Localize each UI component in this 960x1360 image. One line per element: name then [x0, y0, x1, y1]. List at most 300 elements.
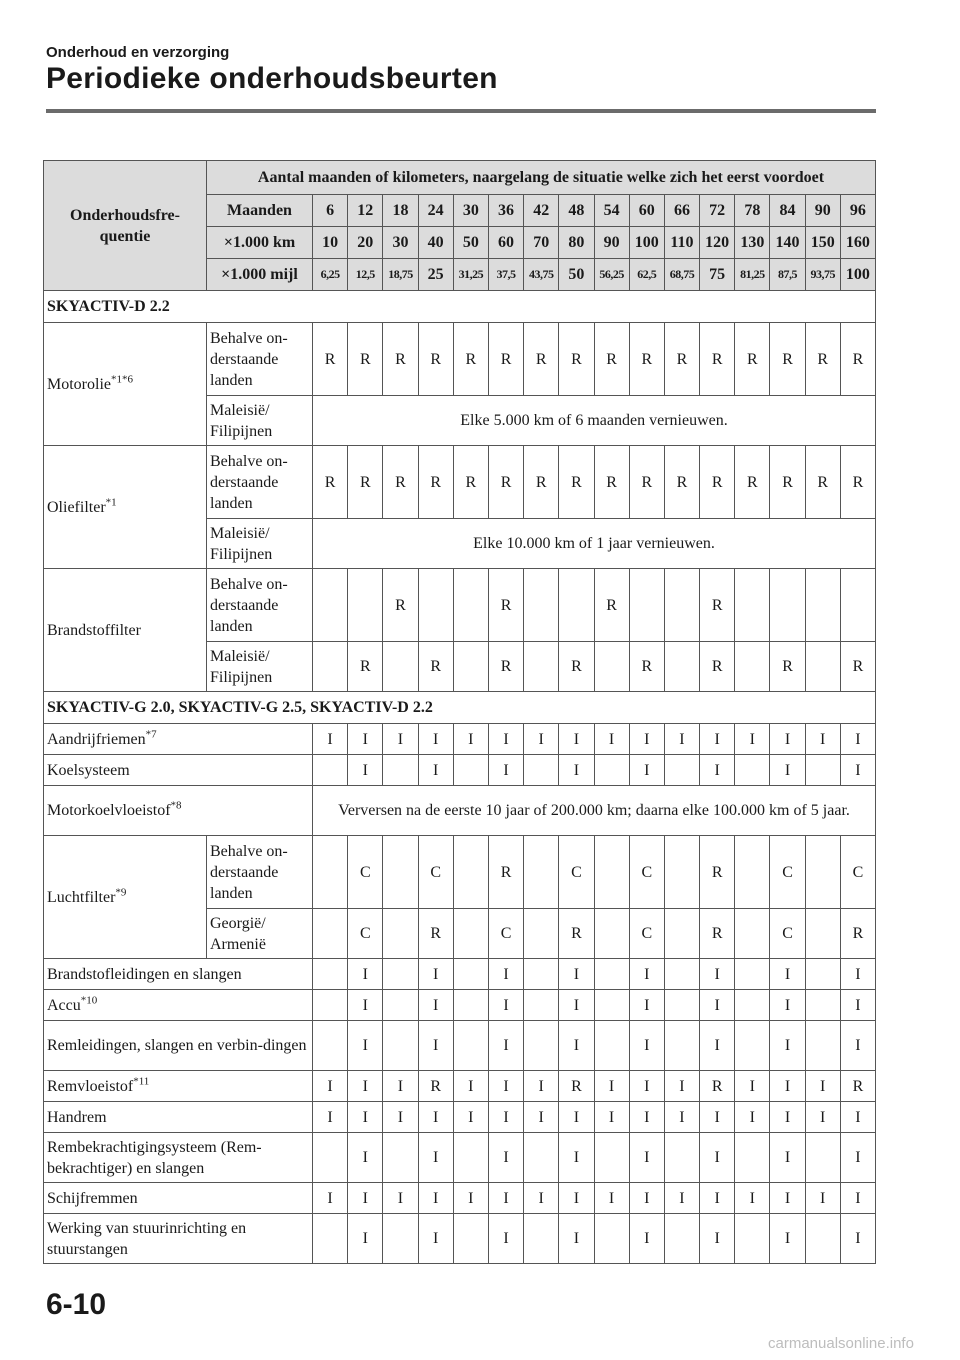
variant-except: Behalve on-derstaande landen: [207, 446, 313, 519]
variant-except: Behalve on-derstaande landen: [207, 836, 313, 909]
schedule-cell: R: [840, 642, 875, 692]
schedule-cell: [664, 755, 699, 786]
schedule-cell: I: [488, 990, 523, 1021]
schedule-cell: [453, 642, 488, 692]
remleidingen-label: [44, 1021, 313, 1071]
schedule-cell: [629, 569, 664, 642]
interval-header-cell: 37,5: [488, 259, 523, 291]
schedule-cell: I: [418, 755, 453, 786]
schijfremmen-label-text: Schijfremmen: [47, 1189, 138, 1207]
schedule-cell: [383, 642, 418, 692]
schedule-cell: [594, 990, 629, 1021]
remvloeistof-footnote-ref: *11: [133, 1075, 150, 1088]
interval-header-cell: 10: [313, 227, 348, 259]
schedule-cell: I: [664, 1071, 699, 1102]
schedule-cell: [524, 569, 559, 642]
schedule-cell: R: [664, 446, 699, 519]
schedule-cell: R: [840, 1071, 875, 1102]
schedule-cell: I: [313, 1183, 348, 1214]
schedule-cell: [805, 755, 840, 786]
schedule-cell: [664, 642, 699, 692]
stuurinrichting-label: [44, 1214, 313, 1264]
interval-header-cell: 43,75: [524, 259, 559, 291]
table-row: [44, 990, 876, 1021]
variant-my-ph: Maleisië/ Filipijnen: [207, 642, 313, 692]
schedule-cell: [383, 836, 418, 909]
schedule-cell: [805, 1133, 840, 1183]
schedule-cell: I: [629, 1021, 664, 1071]
schedule-cell: R: [770, 642, 805, 692]
remvloeistof-label: [44, 1071, 313, 1102]
schedule-cell: [664, 909, 699, 959]
schedule-cell: I: [559, 1214, 594, 1264]
table-row: [44, 569, 876, 642]
schedule-cell: R: [735, 323, 770, 396]
schedule-cell: R: [770, 323, 805, 396]
schedule-cell: I: [453, 724, 488, 755]
schedule-cell: I: [770, 1133, 805, 1183]
schedule-cell: [735, 642, 770, 692]
schedule-cell: R: [664, 323, 699, 396]
interval-header-cell: 140: [770, 227, 805, 259]
schedule-cell: C: [418, 836, 453, 909]
schedule-cell: [594, 642, 629, 692]
schedule-cell: [664, 569, 699, 642]
schedule-cell: C: [629, 909, 664, 959]
accu-label: [44, 990, 313, 1021]
schedule-cell: I: [488, 1071, 523, 1102]
schedule-cell: [453, 990, 488, 1021]
aandrijfriemen-label-text: Aandrijfriemen: [47, 730, 146, 748]
frequency-header: Onderhoudsfre-quentie: [44, 161, 207, 291]
interval-header-cell: 68,75: [664, 259, 699, 291]
table-row: [44, 724, 876, 755]
schedule-cell: I: [735, 1183, 770, 1214]
schedule-cell: [313, 909, 348, 959]
interval-header-cell: 66: [664, 195, 699, 227]
schedule-cell: [594, 909, 629, 959]
schedule-cell: [453, 836, 488, 909]
schedule-cell: [664, 1214, 699, 1264]
schedule-cell: I: [700, 724, 735, 755]
schedule-cell: [559, 569, 594, 642]
schedule-cell: R: [559, 446, 594, 519]
schedule-cell: C: [348, 836, 383, 909]
schedule-cell: C: [840, 836, 875, 909]
schedule-cell: I: [524, 724, 559, 755]
schedule-cell: R: [313, 323, 348, 396]
schedule-cell: I: [559, 1102, 594, 1133]
motorolie-label: [44, 323, 207, 446]
schedule-cell: C: [348, 909, 383, 959]
schedule-cell: [664, 836, 699, 909]
schedule-cell: [313, 755, 348, 786]
schedule-cell: [594, 959, 629, 990]
schedule-cell: I: [840, 1102, 875, 1133]
schedule-cell: [805, 1021, 840, 1071]
schedule-cell: R: [418, 323, 453, 396]
table-row: [44, 446, 876, 519]
interval-header-cell: 62,5: [629, 259, 664, 291]
interval-header-cell: 48: [559, 195, 594, 227]
schedule-cell: I: [559, 755, 594, 786]
schedule-cell: I: [805, 724, 840, 755]
schedule-cell: I: [559, 1133, 594, 1183]
schedule-cell: R: [735, 446, 770, 519]
variant-ge-am: Georgië/ Armenië: [207, 909, 313, 959]
maintenance-schedule-table: [43, 160, 876, 1264]
schedule-cell: I: [629, 990, 664, 1021]
schedule-cell: [453, 1214, 488, 1264]
schedule-cell: I: [629, 1133, 664, 1183]
interval-header-cell: 72: [700, 195, 735, 227]
schedule-cell: I: [488, 1102, 523, 1133]
schedule-cell: R: [348, 446, 383, 519]
schedule-cell: I: [770, 959, 805, 990]
accu-label-text: Accu: [47, 996, 81, 1014]
interval-header-cell: 12,5: [348, 259, 383, 291]
interval-text: Verversen na de eerste 10 jaar of 200.000 km; daarna elke 100.000 km of 5 jaar.: [313, 786, 876, 836]
luchtfilter-footnote-ref: *9: [115, 886, 127, 899]
remleidingen-label-text: Remleidingen, slangen en verbin-dingen: [47, 1037, 307, 1054]
schedule-cell: R: [629, 642, 664, 692]
schedule-cell: R: [488, 446, 523, 519]
interval-header-cell: 60: [488, 227, 523, 259]
schedule-cell: R: [700, 446, 735, 519]
motorkoelvloeistof-footnote-ref: *8: [170, 799, 182, 812]
interval-header-cell: 31,25: [453, 259, 488, 291]
accu-footnote-ref: *10: [80, 994, 98, 1007]
motorolie-label-text: Motorolie: [47, 375, 111, 393]
page-number: 6-10: [46, 1288, 107, 1321]
schedule-cell: I: [313, 724, 348, 755]
interval-header-cell: 78: [735, 195, 770, 227]
schedule-cell: I: [594, 1071, 629, 1102]
schedule-cell: I: [664, 724, 699, 755]
interval-header-cell: 40: [418, 227, 453, 259]
schedule-cell: [313, 1214, 348, 1264]
schedule-cell: [524, 990, 559, 1021]
schedule-cell: [735, 909, 770, 959]
table-row: [44, 1214, 876, 1264]
schedule-cell: I: [840, 990, 875, 1021]
schedule-cell: R: [594, 446, 629, 519]
schedule-cell: [313, 1021, 348, 1071]
schedule-cell: I: [629, 1183, 664, 1214]
km-header: ×1.000 km: [207, 227, 313, 259]
schedule-cell: R: [488, 642, 523, 692]
schedule-cell: [383, 959, 418, 990]
schedule-cell: I: [700, 959, 735, 990]
schedule-cell: R: [594, 569, 629, 642]
interval-header-cell: 25: [418, 259, 453, 291]
schedule-cell: [383, 909, 418, 959]
schedule-cell: R: [559, 323, 594, 396]
schedule-cell: R: [488, 569, 523, 642]
schedule-cell: I: [383, 1183, 418, 1214]
schedule-cell: I: [383, 724, 418, 755]
schedule-cell: I: [488, 724, 523, 755]
schedule-cell: I: [348, 959, 383, 990]
schedule-cell: I: [770, 1071, 805, 1102]
schedule-cell: [313, 1133, 348, 1183]
interval-header-cell: 70: [524, 227, 559, 259]
schedule-cell: [594, 1133, 629, 1183]
schedule-cell: [524, 836, 559, 909]
oliefilter-footnote-ref: *1: [105, 496, 117, 509]
schedule-cell: I: [664, 1102, 699, 1133]
oliefilter-label: [44, 446, 207, 569]
schedule-cell: R: [524, 323, 559, 396]
schedule-cell: R: [629, 446, 664, 519]
schedule-cell: [383, 1021, 418, 1071]
schedule-cell: I: [629, 724, 664, 755]
schedule-cell: R: [383, 446, 418, 519]
interval-header-cell: 24: [418, 195, 453, 227]
schedule-cell: I: [629, 1214, 664, 1264]
handrem-label-text: Handrem: [47, 1108, 107, 1126]
schedule-cell: [664, 959, 699, 990]
watermark: carmanualsonline.info: [768, 1335, 914, 1352]
schedule-cell: [524, 1021, 559, 1071]
schedule-cell: R: [594, 323, 629, 396]
schedule-cell: R: [348, 642, 383, 692]
schedule-cell: I: [840, 1183, 875, 1214]
schedule-cell: I: [348, 1133, 383, 1183]
schedule-cell: I: [348, 1214, 383, 1264]
schedule-cell: I: [313, 1071, 348, 1102]
schedule-cell: I: [840, 755, 875, 786]
schedule-cell: I: [418, 1102, 453, 1133]
schedule-cell: I: [559, 959, 594, 990]
schedule-cell: R: [488, 323, 523, 396]
schedule-cell: [453, 569, 488, 642]
schedule-cell: C: [488, 909, 523, 959]
table-row: [44, 1021, 876, 1071]
schedule-cell: I: [559, 1021, 594, 1071]
brandstoffilter-label-text: Brandstoffilter: [47, 621, 141, 639]
schedule-cell: R: [559, 642, 594, 692]
interval-header-cell: 100: [840, 259, 875, 291]
rembekrachtiging-label: [44, 1133, 313, 1183]
oliefilter-label-text: Oliefilter: [47, 498, 106, 516]
schedule-cell: [453, 959, 488, 990]
schedule-cell: R: [700, 836, 735, 909]
schedule-cell: C: [770, 836, 805, 909]
schedule-cell: [453, 909, 488, 959]
schedule-cell: [735, 1214, 770, 1264]
schedule-cell: I: [559, 1183, 594, 1214]
table-row: [44, 1183, 876, 1214]
koelsysteem-label: [44, 755, 313, 786]
schedule-cell: [524, 642, 559, 692]
schedule-cell: I: [700, 1021, 735, 1071]
schedule-cell: I: [805, 1102, 840, 1133]
motorkoelvloeistof-label-text: Motorkoelvloeistof: [47, 802, 171, 819]
schedule-cell: [418, 569, 453, 642]
schedule-cell: [313, 569, 348, 642]
schedule-cell: I: [348, 1102, 383, 1133]
schedule-cell: I: [348, 990, 383, 1021]
motorolie-footnote-ref: *1*6: [111, 373, 133, 386]
schedule-cell: R: [418, 446, 453, 519]
schedule-cell: I: [700, 1102, 735, 1133]
interval-text: Elke 5.000 km of 6 maanden vernieuwen.: [313, 396, 876, 446]
schedule-cell: [770, 569, 805, 642]
interval-header-cell: 84: [770, 195, 805, 227]
schedule-cell: I: [348, 755, 383, 786]
interval-header-cell: 20: [348, 227, 383, 259]
schedule-cell: I: [524, 1071, 559, 1102]
schedule-cell: R: [383, 569, 418, 642]
schedule-cell: [313, 959, 348, 990]
schedule-cell: C: [770, 909, 805, 959]
rembekrachtiging-label-text: Rembekrachtigingsysteem (Rem-bekrachtiger) en slangen: [47, 1138, 262, 1177]
interval-header-cell: 6: [313, 195, 348, 227]
interval-header-cell: 12: [348, 195, 383, 227]
schedule-cell: I: [629, 1102, 664, 1133]
interval-header-cell: 50: [559, 259, 594, 291]
schedule-cell: [453, 1133, 488, 1183]
section-heading-row: SKYACTIV-G 2.0, SKYACTIV-G 2.5, SKYACTIV-D 2.2: [44, 692, 876, 724]
schedule-cell: I: [700, 1183, 735, 1214]
schedule-cell: I: [313, 1102, 348, 1133]
schedule-cell: R: [700, 909, 735, 959]
koelsysteem-label-text: Koelsysteem: [47, 761, 130, 779]
stuurinrichting-label-text: Werking van stuurinrichting en stuurstangen: [47, 1219, 247, 1258]
schedule-cell: I: [805, 1183, 840, 1214]
schedule-cell: R: [840, 446, 875, 519]
schedule-cell: [840, 569, 875, 642]
schedule-cell: [735, 569, 770, 642]
interval-header-cell: 110: [664, 227, 699, 259]
schedule-cell: I: [735, 724, 770, 755]
schedule-cell: I: [418, 724, 453, 755]
section-heading: Onderhoud en verzorging: [46, 44, 230, 61]
interval-header-cell: 18,75: [383, 259, 418, 291]
interval-header-cell: 75: [700, 259, 735, 291]
schedule-cell: [313, 642, 348, 692]
schedule-cell: [313, 990, 348, 1021]
schedule-cell: [735, 959, 770, 990]
schedule-cell: [594, 755, 629, 786]
schedule-cell: I: [418, 1183, 453, 1214]
schedule-cell: I: [383, 1102, 418, 1133]
schedule-cell: I: [735, 1102, 770, 1133]
schedule-cell: [453, 755, 488, 786]
schedule-cell: [664, 1021, 699, 1071]
table-row: [44, 1102, 876, 1133]
schedule-cell: R: [805, 323, 840, 396]
table-row: [44, 692, 876, 724]
schedule-cell: I: [488, 1133, 523, 1183]
interval-header-cell: 87,5: [770, 259, 805, 291]
schedule-cell: R: [418, 1071, 453, 1102]
months-header: Maanden: [207, 195, 313, 227]
schedule-cell: I: [629, 1071, 664, 1102]
schedule-cell: [805, 990, 840, 1021]
schedule-cell: [805, 909, 840, 959]
schedule-cell: [805, 836, 840, 909]
schedule-cell: I: [383, 1071, 418, 1102]
schedule-cell: I: [770, 1102, 805, 1133]
interval-header-cell: 50: [453, 227, 488, 259]
schedule-cell: R: [805, 446, 840, 519]
motorkoelvloeistof-label: [44, 786, 313, 836]
schedule-cell: I: [700, 1133, 735, 1183]
title-rule: [46, 109, 876, 113]
schedule-cell: R: [453, 323, 488, 396]
schedule-cell: I: [418, 990, 453, 1021]
luchtfilter-label: [44, 836, 207, 959]
schedule-cell: [735, 755, 770, 786]
interval-header-cell: 90: [594, 227, 629, 259]
interval-header-cell: 90: [805, 195, 840, 227]
table-row: [44, 755, 876, 786]
variant-except: Behalve on-derstaande landen: [207, 323, 313, 396]
interval-header-cell: 160: [840, 227, 875, 259]
schedule-cell: I: [348, 1071, 383, 1102]
interval-header-cell: 96: [840, 195, 875, 227]
schedule-cell: I: [840, 724, 875, 755]
schedule-cell: R: [629, 323, 664, 396]
interval-header-cell: 93,75: [805, 259, 840, 291]
table-row: [44, 1133, 876, 1183]
schedule-cell: I: [488, 1021, 523, 1071]
schedule-cell: R: [383, 323, 418, 396]
schedule-cell: [735, 1133, 770, 1183]
variant-my-ph: Maleisië/ Filipijnen: [207, 519, 313, 569]
schedule-cell: I: [664, 1183, 699, 1214]
schedule-cell: R: [313, 446, 348, 519]
variant-except: Behalve on-derstaande landen: [207, 569, 313, 642]
handrem-label: [44, 1102, 313, 1133]
schedule-cell: I: [770, 755, 805, 786]
schedule-cell: R: [418, 909, 453, 959]
interval-header-cell: 36: [488, 195, 523, 227]
interval-header-cell: 80: [559, 227, 594, 259]
aandrijfriemen-footnote-ref: *7: [145, 728, 157, 741]
aandrijfriemen-label: [44, 724, 313, 755]
interval-header-cell: 60: [629, 195, 664, 227]
schedule-cell: R: [700, 323, 735, 396]
schedule-cell: R: [453, 446, 488, 519]
remvloeistof-label-text: Remvloeistof: [47, 1077, 134, 1095]
schedule-cell: I: [594, 724, 629, 755]
schedule-cell: I: [594, 1183, 629, 1214]
interval-header-cell: 100: [629, 227, 664, 259]
schedule-cell: [594, 1021, 629, 1071]
schedule-cell: [348, 569, 383, 642]
schedule-cell: [383, 1133, 418, 1183]
schedule-cell: I: [700, 990, 735, 1021]
schedule-cell: I: [840, 959, 875, 990]
schedule-cell: I: [700, 1214, 735, 1264]
schedule-cell: I: [453, 1071, 488, 1102]
schedule-cell: I: [770, 1214, 805, 1264]
schedule-cell: I: [735, 1071, 770, 1102]
table-row: [44, 786, 876, 836]
schedule-cell: [594, 836, 629, 909]
schedule-cell: I: [453, 1102, 488, 1133]
interval-header-cell: 6,25: [313, 259, 348, 291]
schedule-cell: I: [840, 1214, 875, 1264]
variant-my-ph: Maleisië/ Filipijnen: [207, 396, 313, 446]
schedule-cell: R: [559, 909, 594, 959]
schedule-cell: R: [840, 909, 875, 959]
miles-header: ×1.000 mijl: [207, 259, 313, 291]
schedule-cell: I: [418, 1133, 453, 1183]
